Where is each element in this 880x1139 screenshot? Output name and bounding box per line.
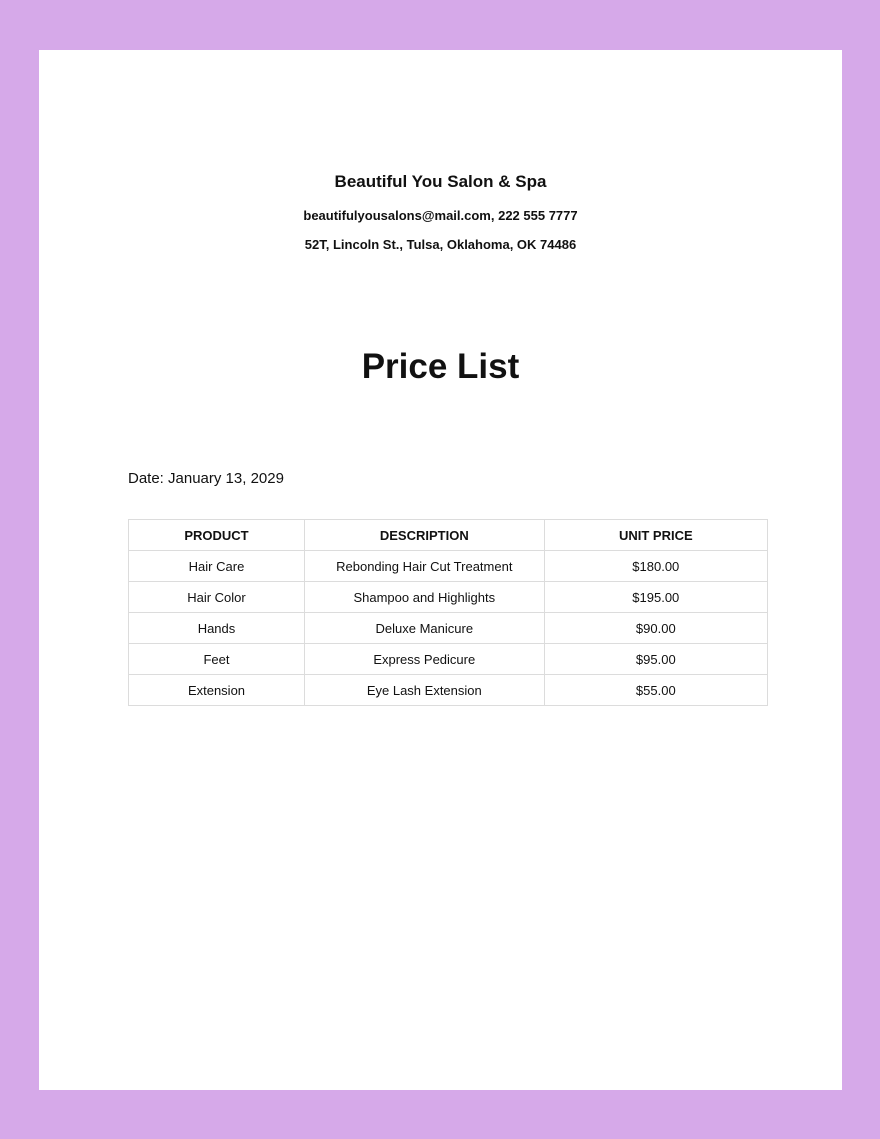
table-row [129,644,768,675]
cell-description: Eye Lash Extension [304,675,544,706]
table-row [129,551,768,582]
cell-description: Rebonding Hair Cut Treatment [304,551,544,582]
cell-unit-price: $195.00 [544,582,767,613]
document-title: Price List [361,347,520,386]
cell-description: Express Pedicure [304,644,544,675]
company-name: Beautiful You Salon & Spa [334,172,547,191]
company-address: 52T, Lincoln St., Tulsa, Oklahoma, OK 74486 [304,237,577,252]
table-row [129,582,768,613]
cell-product: Hands [129,613,305,644]
contact-info: beautifulyousalons@mail.com, 222 555 7777 [303,208,578,223]
document-page [39,50,842,1090]
cell-product: Hair Care [129,551,305,582]
cell-unit-price: $95.00 [544,644,767,675]
cell-unit-price: $180.00 [544,551,767,582]
table-row [129,675,768,706]
table-row [129,613,768,644]
header-product: PRODUCT [129,520,305,551]
cell-unit-price: $55.00 [544,675,767,706]
cell-product: Hair Color [129,582,305,613]
cell-product: Feet [129,644,305,675]
cell-description: Shampoo and Highlights [304,582,544,613]
cell-product: Extension [129,675,305,706]
header-description: DESCRIPTION [304,520,544,551]
cell-description: Deluxe Manicure [304,613,544,644]
price-table [128,519,768,706]
table-header-row [129,520,768,551]
document-date: Date: January 13, 2029 [128,470,284,487]
cell-unit-price: $90.00 [544,613,767,644]
header-unit-price: UNIT PRICE [544,520,767,551]
